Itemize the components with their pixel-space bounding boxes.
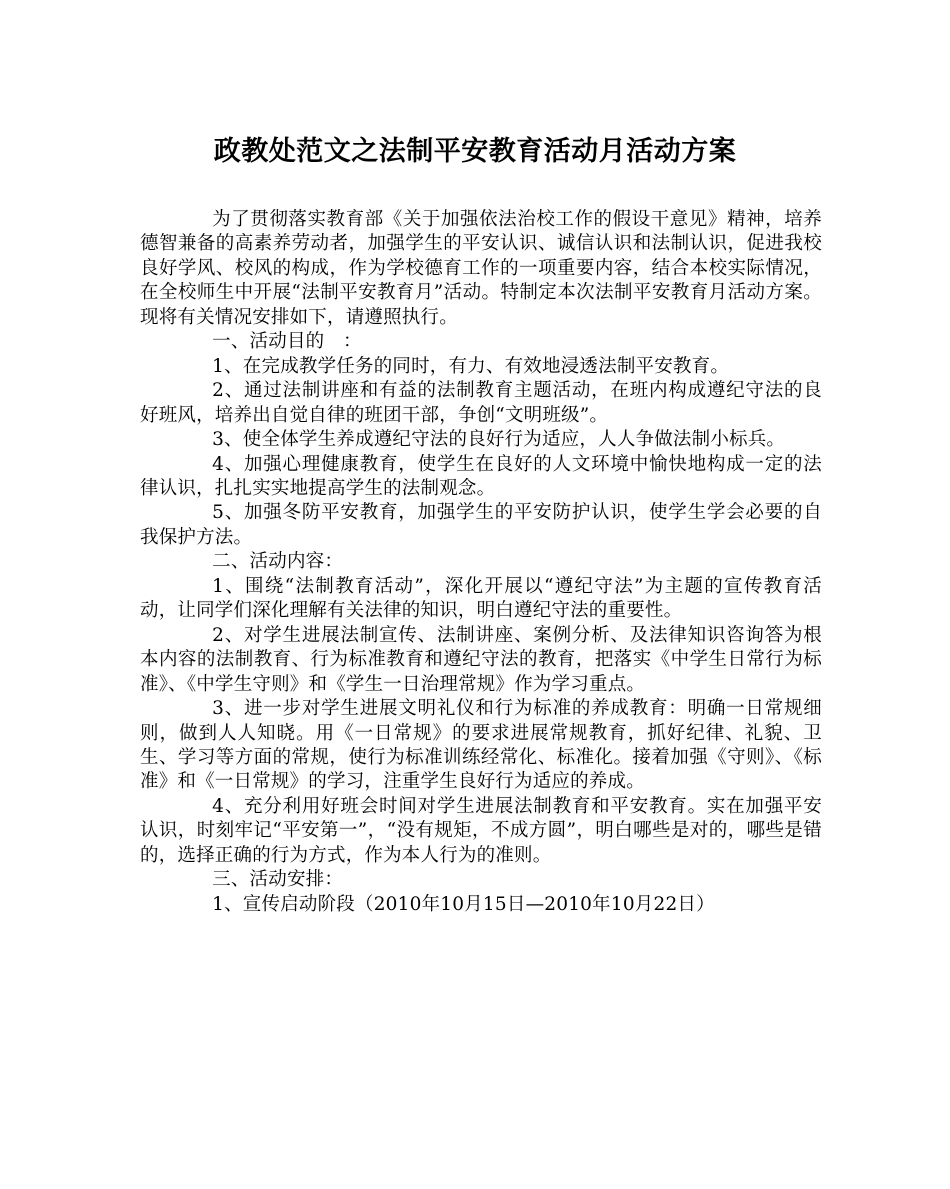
purpose-item-4: 4、加强心理健康教育，使学生在良好的人文环境中愉快地构成一定的法律认识，扎扎实实地提高学生的法制观念。 [140, 453, 822, 499]
schedule-item-1: 1、宣传启动阶段（2010年10月15日—2010年10月22日） [212, 893, 715, 915]
purpose-item-2: 2、通过法制讲座和有益的法制教育主题活动，在班内构成遵纪守法的良好班风，培养出自觉自律的班团干部，争创“文明班级”。 [140, 380, 822, 426]
purpose-item-5: 5、加强冬防平安教育，加强学生的平安防护认识，使学生学会必要的自我保护方法。 [140, 502, 822, 548]
section-heading-schedule: 三、活动安排： [212, 869, 344, 891]
purpose-item-3: 3、使全体学生养成遵纪守法的良好行为适应，人人争做法制小标兵。 [212, 429, 786, 451]
document-body [140, 208, 822, 917]
content-item-1: 1、围绕“法制教育活动”，深化开展以“遵纪守法”为主题的宣传教育活动，让同学们深化理解有关法律的知识，明白遵纪守法的重要性。 [140, 575, 822, 622]
content-item-2: 2、对学生进展法制宣传、法制讲座、案例分析、及法律知识咨询答为根本内容的法制教育、行为标准教育和遵纪守法的教育，把落实《中学生日常行为标准》、《中学生守则》和《学生一日治理常规》作为学习重点。 [140, 624, 822, 695]
intro-paragraph: 为了贯彻落实教育部《关于加强依法治校工作的假设干意见》精神，培养德智兼备的高素养劳动者，加强学生的平安认识、诚信认识和法制认识，促进我校良好学风、校风的构成，作为学校德育工作的一项重要内容，结合本校实际情况，在全校师生中开展“法制平安教育月”活动。特制定本次法制平安教育月活动方案。现将有关情况安排如下，请遵照执行。 [140, 209, 822, 328]
section-heading-content: 二、活动内容： [212, 551, 344, 573]
content-item-4: 4、充分利用好班会时间对学生进展法制教育和平安教育。实在加强平安认识，时刻牢记“平安第一”，“没有规矩，不成方圆”，明白哪些是对的，哪些是错的，选择正确的行为方式，作为本人行为的准则。 [140, 795, 822, 866]
document-title: 政教处范文之法制平安教育活动月活动方案 [213, 136, 737, 167]
content-item-3: 3、进一步对学生进展文明礼仪和行为标准的养成教育：明确一日常规细则，做到人人知晓。用《一日常规》的要求进展常规教育，抓好纪律、礼貌、卫生、学习等方面的常规，使行为标准训练经常化、标准化。接着加强《守则》、《标准》和《一日常规》的学习，注重学生良好行为适应的养成。 [140, 698, 822, 793]
section-heading-purpose: 一、活动目的 ： [212, 331, 362, 353]
purpose-item-1: 1、在完成教学任务的同时，有力、有效地浸透法制平安教育。 [212, 355, 730, 377]
